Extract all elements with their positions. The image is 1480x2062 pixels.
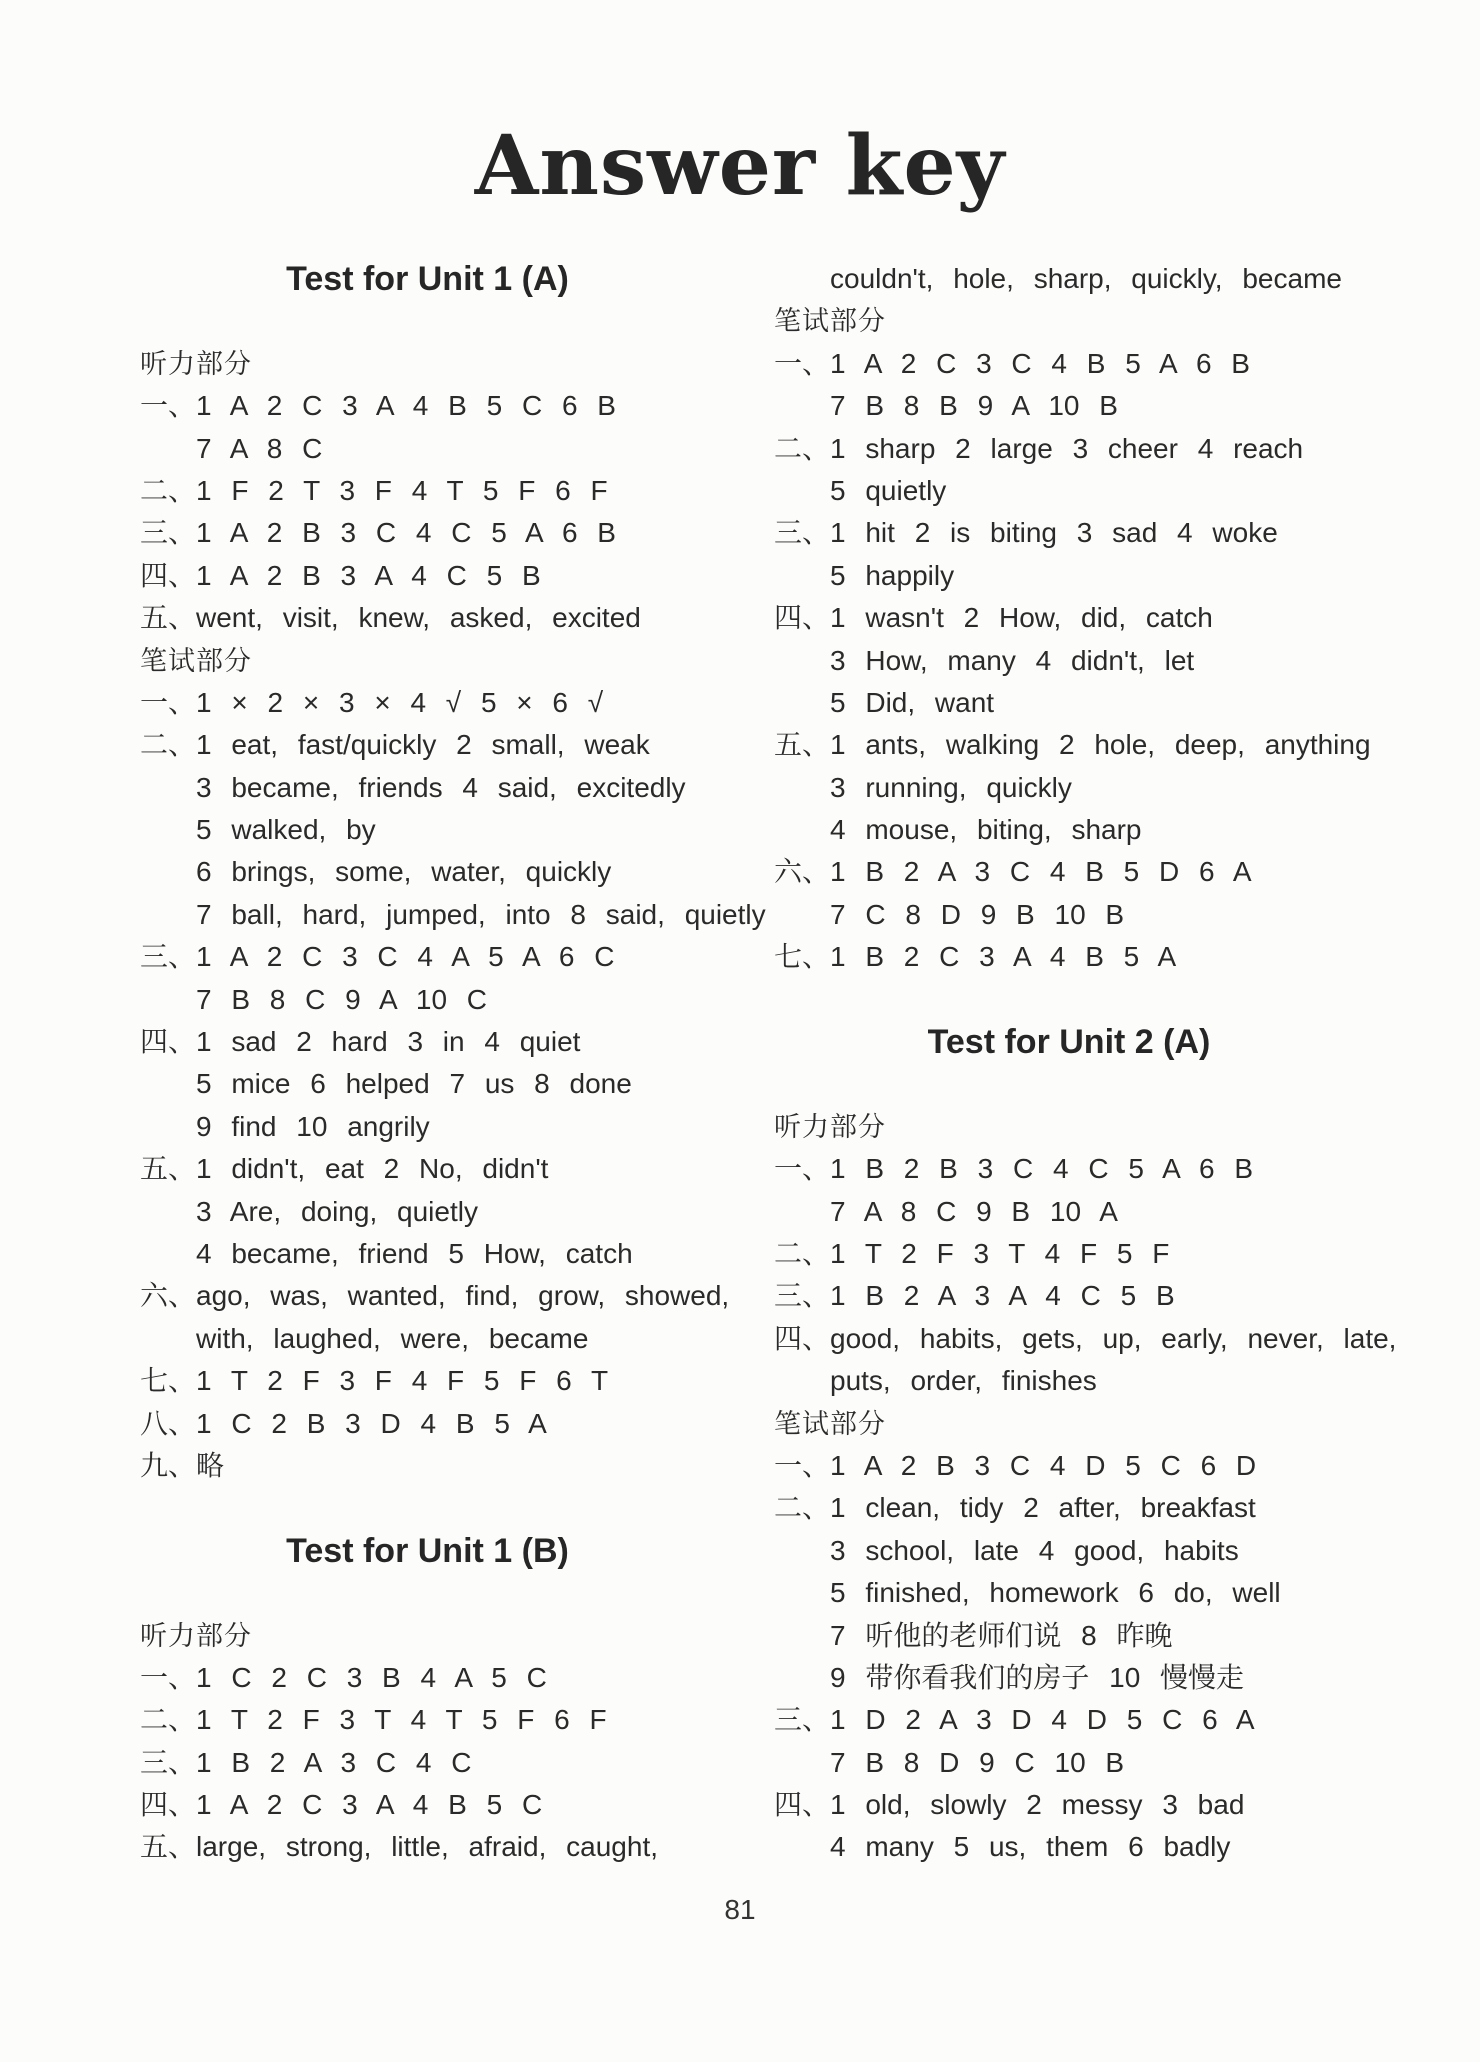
question-number: 四、: [774, 1789, 831, 1821]
answer-text: 1 eat, fast/quickly 2 small, weak: [196, 729, 650, 761]
answer-text: ago, was, wanted, find, grow, showed,: [196, 1280, 730, 1312]
answer-text: 7 ball, hard, jumped, into 8 said, quietly: [196, 898, 766, 930]
answer-text: 5 happily: [830, 559, 955, 591]
answer-item: [140, 1742, 760, 1784]
question-number: 七、: [774, 941, 831, 973]
page-title: Answer key: [474, 118, 1006, 214]
answer-continuation: [140, 428, 760, 470]
answer-item: [774, 597, 1394, 639]
answer-item: [140, 1148, 760, 1190]
question-number: 二、: [140, 1704, 197, 1736]
answer-text: 1 A 2 C 3 C 4 B 5 A 6 B: [830, 347, 1250, 379]
answer-item: [140, 1360, 760, 1402]
answer-text: 1 old, slowly 2 messy 3 bad: [830, 1789, 1245, 1821]
answer-text: 1 B 2 B 3 C 4 C 5 A 6 B: [830, 1153, 1254, 1185]
answer-item: [774, 1445, 1394, 1487]
answer-item: [774, 1487, 1394, 1529]
section-label: 听力部分: [140, 348, 252, 379]
question-number: 二、: [774, 1492, 831, 1524]
question-number: 一、: [140, 1661, 197, 1693]
answer-text: 5 quietly: [830, 474, 947, 506]
answer-item: [140, 470, 760, 512]
answer-item: [774, 851, 1394, 893]
answer-continuation: [140, 809, 760, 851]
answer-text: 略: [196, 1449, 225, 1481]
question-number: 五、: [140, 602, 197, 634]
answer-item: [140, 385, 760, 427]
question-number: 八、: [140, 1407, 197, 1439]
spacer: [140, 1572, 760, 1614]
answer-item: [774, 936, 1394, 978]
answer-text: 1 A 2 B 3 C 4 D 5 C 6 D: [830, 1449, 1257, 1481]
answer-text: 7 听他的老师们说 8 昨晚: [830, 1619, 1173, 1651]
answer-text: 1 ants, walking 2 hole, deep, anything: [830, 729, 1371, 761]
test-heading: Test for Unit 1 (A): [286, 260, 569, 298]
answer-text: 4 mouse, biting, sharp: [830, 814, 1142, 846]
answer-continuation: [774, 767, 1394, 809]
answer-text: 4 became, friend 5 How, catch: [196, 1237, 633, 1269]
answer-continuation: [774, 258, 1394, 300]
question-number: 二、: [140, 729, 197, 761]
question-number: 六、: [140, 1280, 197, 1312]
answer-item: [140, 1445, 760, 1487]
answer-text: 1 hit 2 is biting 3 sad 4 woke: [830, 517, 1278, 549]
answer-text: 7 B 8 B 9 A 10 B: [830, 390, 1118, 422]
question-number: 一、: [774, 1153, 831, 1185]
answer-continuation: [140, 1191, 760, 1233]
answer-text: 3 running, quickly: [830, 771, 1072, 803]
question-number: 三、: [774, 1704, 831, 1736]
question-number: 四、: [140, 1026, 197, 1058]
answer-text: 1 A 2 C 3 A 4 B 5 C: [196, 1789, 543, 1821]
answer-text: 6 brings, some, water, quickly: [196, 856, 612, 888]
answer-item: [774, 512, 1394, 554]
answer-continuation: [774, 894, 1394, 936]
section-label: 听力部分: [774, 1111, 886, 1142]
answer-text: 1 C 2 C 3 B 4 A 5 C: [196, 1661, 547, 1693]
answer-text: 1 D 2 A 3 D 4 D 5 C 6 A: [830, 1704, 1255, 1736]
answer-item: [140, 724, 760, 766]
answer-text: 3 became, friends 4 said, excitedly: [196, 771, 686, 803]
answer-continuation: [774, 1742, 1394, 1784]
spacer: [774, 1063, 1394, 1105]
answer-text: 1 B 2 A 3 A 4 C 5 B: [830, 1280, 1175, 1312]
answer-continuation: [774, 1572, 1394, 1614]
answer-continuation: [774, 1826, 1394, 1868]
answer-text: puts, order, finishes: [830, 1365, 1097, 1397]
test-heading: Test for Unit 2 (A): [927, 1023, 1211, 1062]
answer-text: 5 mice 6 helped 7 us 8 done: [196, 1068, 632, 1100]
answer-text: 1 B 2 A 3 C 4 C: [196, 1746, 472, 1778]
answer-continuation: [140, 767, 760, 809]
question-number: 六、: [774, 856, 831, 888]
answer-text: 1 didn't, eat 2 No, didn't: [196, 1153, 549, 1185]
spacer: [774, 979, 1394, 1021]
section-label: 笔试部分: [140, 645, 252, 676]
question-number: 七、: [140, 1365, 197, 1397]
answer-continuation: [774, 555, 1394, 597]
question-number: 一、: [774, 1449, 831, 1481]
answer-text: 4 many 5 us, them 6 badly: [830, 1831, 1231, 1863]
question-number: 四、: [774, 1322, 831, 1354]
answer-continuation: [774, 1657, 1394, 1699]
answer-text: 1 B 2 C 3 A 4 B 5 A: [830, 941, 1177, 973]
answer-item: [774, 1275, 1394, 1317]
answer-text: 7 A 8 C: [196, 432, 323, 464]
answer-text: 7 C 8 D 9 B 10 B: [830, 898, 1125, 930]
answer-text: 1 wasn't 2 How, did, catch: [830, 602, 1213, 634]
answer-text: 7 B 8 D 9 C 10 B: [830, 1746, 1125, 1778]
answer-text: 9 带你看我们的房子 10 慢慢走: [830, 1661, 1245, 1693]
question-number: 四、: [140, 1789, 197, 1821]
answer-continuation: [774, 470, 1394, 512]
answer-continuation: [140, 1318, 760, 1360]
answer-continuation: [774, 682, 1394, 724]
left-column: [140, 258, 766, 1869]
answer-text: 1 A 2 C 3 C 4 A 5 A 6 C: [196, 941, 615, 973]
answer-continuation: [140, 1233, 760, 1275]
answer-item: [140, 1021, 760, 1063]
answer-item: [140, 936, 760, 978]
question-number: 三、: [774, 517, 831, 549]
question-number: 一、: [774, 347, 831, 379]
question-number: 五、: [140, 1831, 197, 1863]
answer-continuation: [774, 1360, 1394, 1402]
answer-text: 1 T 2 F 3 T 4 T 5 F 6 F: [196, 1704, 607, 1736]
question-number: 四、: [140, 559, 197, 591]
question-number: 三、: [140, 1746, 197, 1778]
question-number: 三、: [140, 941, 197, 973]
answer-text: 1 B 2 A 3 C 4 B 5 D 6 A: [830, 856, 1252, 888]
answer-text: 1 F 2 T 3 F 4 T 5 F 6 F: [196, 474, 608, 506]
spacer: [140, 300, 760, 342]
answer-continuation: [140, 1106, 760, 1148]
section-label: 听力部分: [140, 1620, 252, 1651]
answer-item: [140, 1826, 760, 1868]
question-number: 二、: [774, 1237, 831, 1269]
answer-text: 1 T 2 F 3 T 4 F 5 F: [830, 1237, 1170, 1269]
answer-continuation: [140, 979, 760, 1021]
answer-item: [140, 1784, 760, 1826]
answer-text: 5 walked, by: [196, 814, 376, 846]
answer-item: [774, 1784, 1394, 1826]
question-number: 二、: [774, 432, 831, 464]
answer-text: 5 finished, homework 6 do, well: [830, 1577, 1281, 1609]
answer-item: [140, 1657, 760, 1699]
answer-text: 1 sharp 2 large 3 cheer 4 reach: [830, 432, 1304, 464]
answer-text: 1 clean, tidy 2 after, breakfast: [830, 1492, 1256, 1524]
test-heading: Test for Unit 1 (B): [286, 1531, 569, 1570]
question-number: 三、: [774, 1280, 831, 1312]
answer-item: [774, 428, 1394, 470]
answer-text: 1 A 2 B 3 C 4 C 5 A 6 B: [196, 517, 616, 549]
answer-item: [774, 1233, 1394, 1275]
answer-text: 1 A 2 C 3 A 4 B 5 C 6 B: [196, 390, 616, 422]
section-label: 笔试部分: [774, 306, 886, 337]
answer-continuation: [774, 1615, 1394, 1657]
answer-text: 3 school, late 4 good, habits: [830, 1534, 1239, 1566]
answer-text: 5 Did, want: [830, 686, 995, 718]
answer-text: 1 × 2 × 3 × 4 √ 5 × 6 √: [196, 686, 604, 718]
answer-text: 9 find 10 angrily: [196, 1110, 430, 1142]
answer-continuation: [774, 640, 1394, 682]
answer-text: 1 T 2 F 3 F 4 F 5 F 6 T: [196, 1365, 609, 1397]
answer-item: [140, 1403, 760, 1445]
page-number: 81: [724, 1894, 756, 1925]
answer-continuation: [140, 894, 766, 936]
question-number: 五、: [774, 729, 831, 761]
answer-continuation: [140, 851, 760, 893]
right-column: [774, 258, 1397, 1869]
question-number: 一、: [140, 686, 197, 718]
answer-text: 1 C 2 B 3 D 4 B 5 A: [196, 1407, 547, 1439]
answer-continuation: [774, 809, 1394, 851]
answer-continuation: [774, 1530, 1394, 1572]
question-number: 九、: [140, 1449, 197, 1481]
question-number: 二、: [140, 474, 197, 506]
answer-text: 3 How, many 4 didn't, let: [830, 644, 1195, 676]
section-label: 笔试部分: [774, 1408, 886, 1439]
question-number: 三、: [140, 517, 197, 549]
answer-item: [140, 555, 760, 597]
answer-item: [774, 1699, 1394, 1741]
answer-item: [140, 512, 760, 554]
answer-text: couldn't, hole, sharp, quickly, became: [830, 263, 1342, 294]
answer-item: [774, 1318, 1397, 1360]
answer-item: [140, 1275, 760, 1317]
answer-text: 3 Are, doing, quietly: [196, 1195, 478, 1227]
answer-item: [774, 343, 1394, 385]
answer-item: [774, 724, 1394, 766]
answer-item: [774, 1148, 1394, 1190]
answer-item: [140, 597, 760, 639]
answer-text: large, strong, little, afraid, caught,: [196, 1831, 658, 1863]
answer-continuation: [774, 385, 1394, 427]
answer-continuation: [774, 1191, 1394, 1233]
answer-text: 1 A 2 B 3 A 4 C 5 B: [196, 559, 541, 591]
answer-item: [140, 682, 760, 724]
answer-continuation: [140, 1063, 760, 1105]
answer-text: 1 sad 2 hard 3 in 4 quiet: [196, 1026, 581, 1058]
answer-text: went, visit, knew, asked, excited: [196, 602, 641, 634]
answer-item: [140, 1699, 760, 1741]
question-number: 一、: [140, 390, 197, 422]
spacer: [140, 1487, 760, 1529]
question-number: 四、: [774, 602, 831, 634]
question-number: 五、: [140, 1153, 197, 1185]
answer-text: with, laughed, were, became: [196, 1322, 589, 1354]
answer-text: good, habits, gets, up, early, never, late,: [830, 1322, 1397, 1354]
answer-text: 7 B 8 C 9 A 10 C: [196, 983, 488, 1015]
answer-text: 7 A 8 C 9 B 10 A: [830, 1195, 1118, 1227]
